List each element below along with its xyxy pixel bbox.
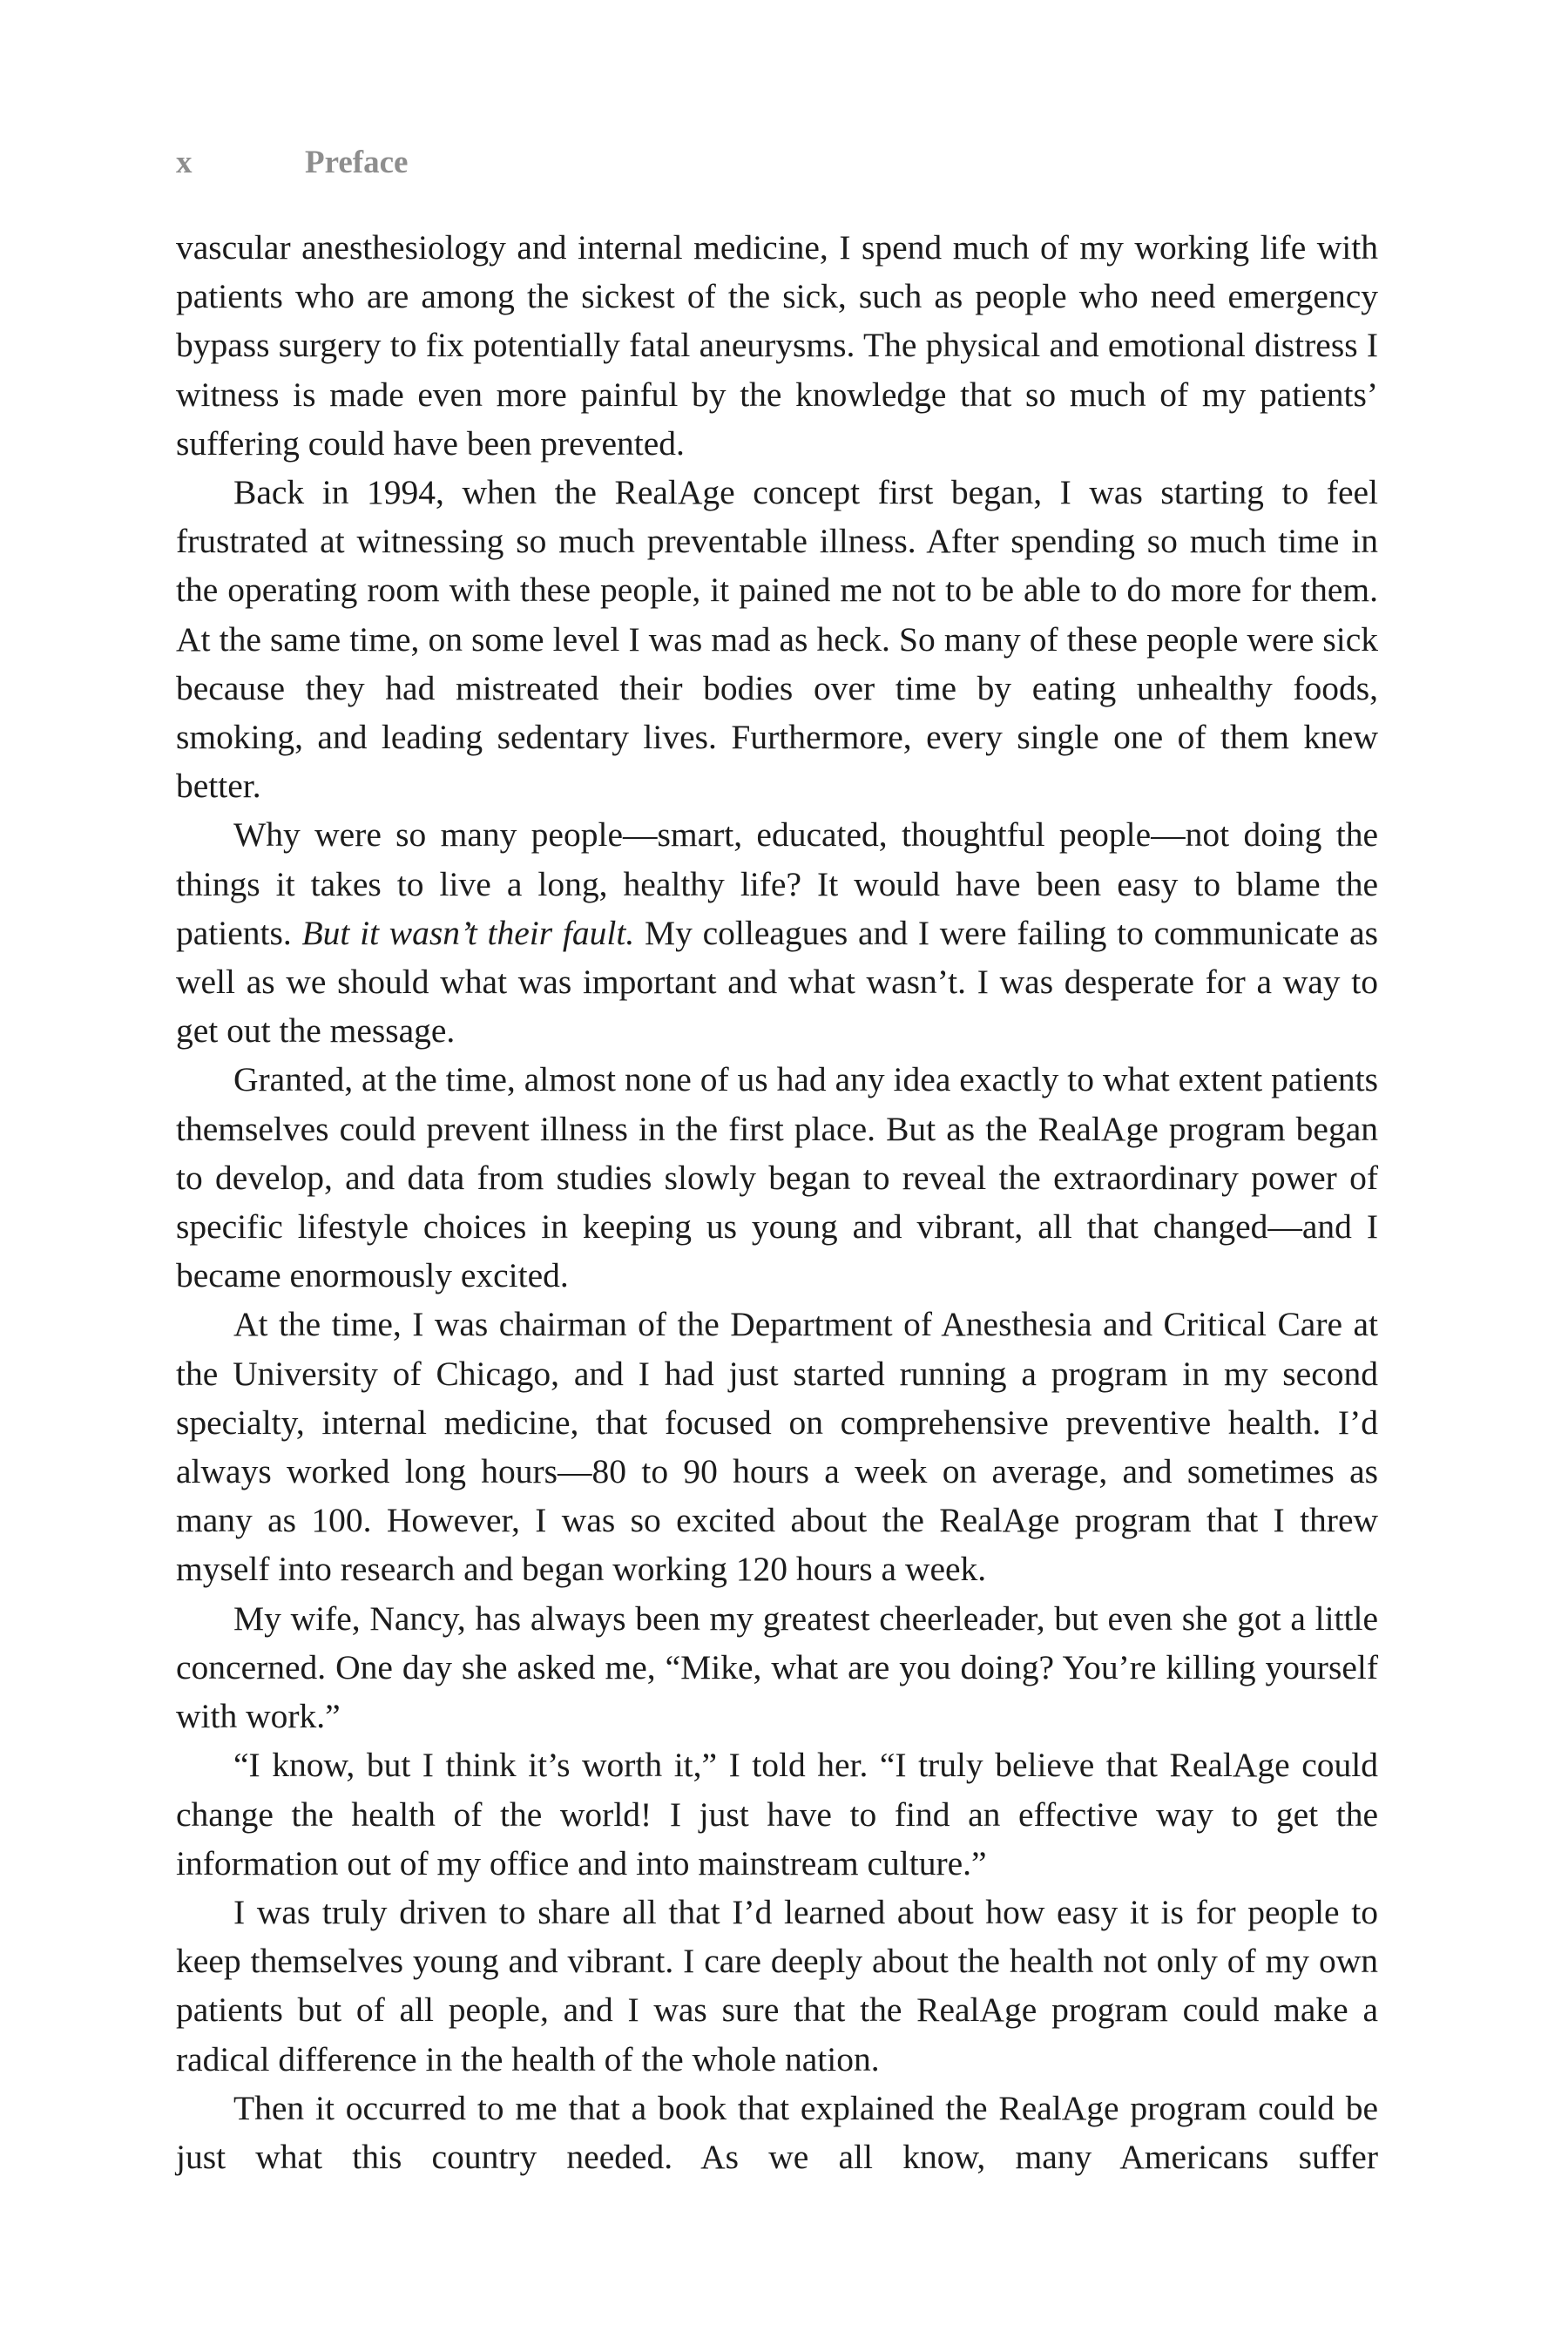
paragraph-3-italic-phrase: But it wasn’t their fault. — [301, 913, 635, 952]
paragraph-3-text-start: Why were so many people—smart, educated, thoughtful people—not doing the things it takes to live a long, healthy life? It would have been easy to blame the patients. — [176, 815, 1378, 952]
paragraph-4: Granted, at the time, almost none of us had any idea exactly to what extent patients themselves could prevent illness in the first place. But as the RealAge program began to develop, and data from studies slowly began to reveal the extraordinary power of specific lifestyle choices in keeping us young and vibrant, all that changed—and I became enormously excited. — [176, 1060, 1378, 1295]
section-title: Preface — [305, 145, 409, 180]
paragraph-7: “I know, but I think it’s worth it,” I told her. “I truly believe that RealAge could change the health of the world! I just have to find an effective way to get the information out of my office and into mainstream culture.” — [176, 1746, 1378, 1882]
page-number: x — [176, 145, 193, 180]
paragraph-2: Back in 1994, when the RealAge concept first began, I was starting to feel frustrated at witnessing so much preventable illness. After spending so much time in the operating room with these people, it pained me not to be able to do more for them. At the same time, on some level I was mad as heck. So many of these people were sick because they had mistreated their bodies over time by eating unhealthy foods, smoking, and leading sedentary lives. Furthermore, every single one of them knew better. — [176, 473, 1378, 806]
body-text — [176, 223, 1378, 2181]
paragraph-5: At the time, I was chairman of the Department of Anesthesia and Critical Care at the University of Chicago, and I had just started running a program in my second specialty, internal medicine, that focused on comprehensive preventive health. I’d always worked long hours—80 to 90 hours a week on average, and sometimes as many as 100. However, I was so excited about the RealAge program that I threw myself into research and began working 120 hours a week. — [176, 1305, 1378, 1589]
paragraph-3-text-end: My colleagues and I were failing to communicate as well as we should what was important and what wasn’t. I was desperate for a way to get out the message. — [176, 913, 1379, 1051]
paragraph-6: My wife, Nancy, has always been my greatest cheerleader, but even she got a little concerned. One day she asked me, “Mike, what are you doing? You’re killing yourself with work.” — [176, 1598, 1378, 1736]
paragraph-1: vascular anesthesiology and internal medicine, I spend much of my working life with patients who are among the sickest of the sick, such as people who need emergency bypass surgery to fix potentially fatal aneurysms. The physical and emotional distress I witness is made even more painful by the knowledge that so much of my patients’ suffering could have been prevented. — [176, 228, 1378, 463]
running-head — [176, 146, 408, 179]
paragraph-8: I was truly driven to share all that I’d learned about how easy it is for people to keep themselves young and vibrant. I care deeply about the health not only of my own patients but of all people, and I was sure that the RealAge program could make a radical difference in the health of the whole nation. — [176, 1892, 1378, 2078]
paragraph-3 — [176, 810, 1378, 1055]
paragraph-9: Then it occurred to me that a book that explained the RealAge program could be just what this country needed. As we all know, many Americans suffer — [176, 2088, 1378, 2176]
